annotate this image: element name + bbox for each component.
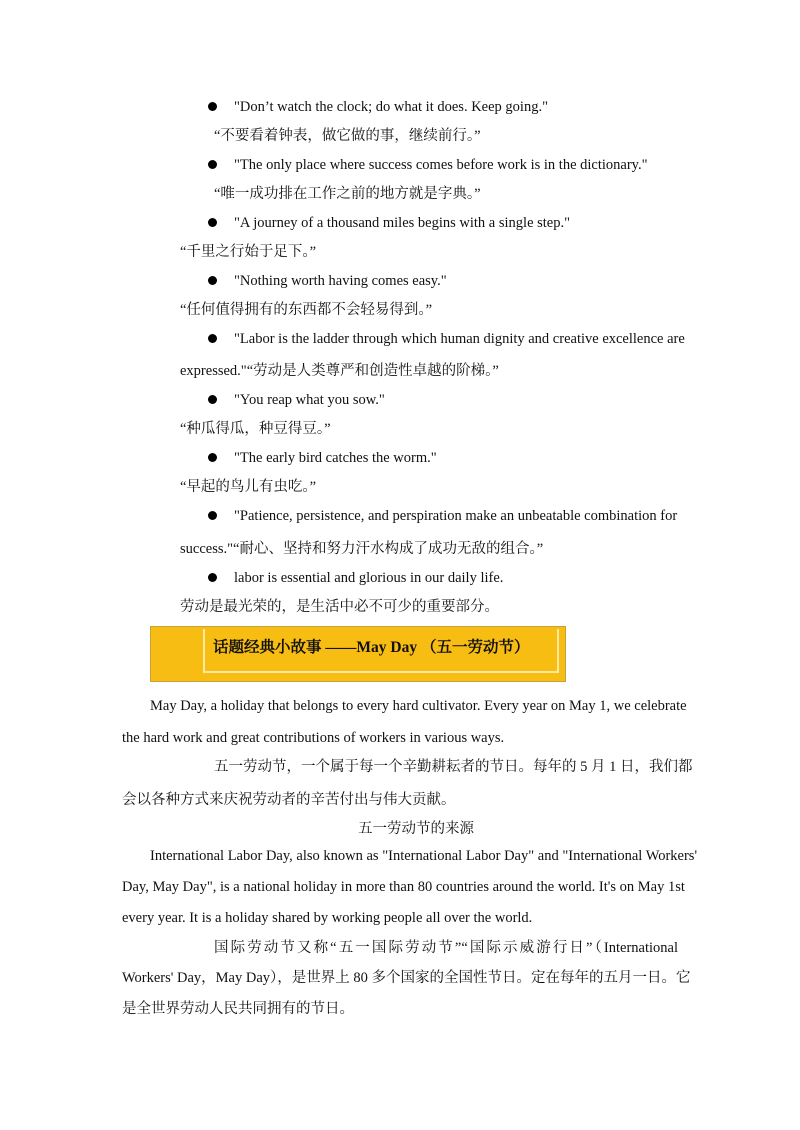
- quote-zh: “千里之行始于足下。”: [180, 244, 317, 260]
- bullet-icon: [208, 573, 217, 582]
- quote-en: "The early bird catches the worm.": [234, 450, 437, 466]
- banner-title: 话题经典小故事 ——May Day （五一劳动节）: [213, 639, 530, 656]
- history-paragraph-en-continued: Day, May Day", is a national holiday in more than 80 countries around the world. It's on May 1st: [122, 879, 685, 895]
- bullet-icon: [208, 334, 217, 343]
- quote-en: labor is essential and glorious in our daily life.: [234, 570, 504, 586]
- bullet-icon: [208, 511, 217, 520]
- history-paragraph-zh: 国际劳动节又称“五一国际劳动节”“国际示威游行日”（International: [214, 940, 678, 956]
- quote-en: "Labor is the ladder through which human dignity and creative excellence are: [234, 331, 685, 347]
- quote-en: "Patience, persistence, and perspiration make an unbeatable combination for: [234, 508, 678, 524]
- story-paragraph-en: May Day, a holiday that belongs to every hard cultivator. Every year on May 1, we celebrate: [150, 698, 687, 714]
- quote-en: "Don’t watch the clock; do what it does. Keep going.": [234, 99, 548, 115]
- quote-en: "The only place where success comes before work is in the dictionary.": [234, 157, 648, 173]
- history-paragraph-zh-continued: Workers' Day，May Day），是世界上 80 多个国家的全国性节日。定在每年的五月一日。它: [122, 970, 691, 986]
- section-heading: 五一劳动节的来源: [358, 821, 474, 837]
- history-paragraph-en: International Labor Day, also known as "International Labor Day" and "International Workers': [150, 848, 698, 864]
- section-banner: [150, 626, 566, 682]
- quote-zh: “唯一成功排在工作之前的地方就是字典。”: [214, 186, 481, 202]
- quote-zh: “任何值得拥有的东西都不会轻易得到。”: [180, 302, 433, 318]
- bullet-icon: [208, 218, 217, 227]
- quote-zh: “不要看着钟表，做它做的事，继续前行。”: [214, 128, 481, 144]
- bullet-icon: [208, 453, 217, 462]
- quote-zh: 劳动是最光荣的，是生活中必不可少的重要部分。: [180, 599, 499, 615]
- bullet-icon: [208, 160, 217, 169]
- bullet-icon: [208, 102, 217, 111]
- history-paragraph-en-continued: every year. It is a holiday shared by working people all over the world.: [122, 910, 533, 926]
- quote-en: "Nothing worth having comes easy.": [234, 273, 447, 289]
- quote-en: "You reap what you sow.": [234, 392, 385, 408]
- history-paragraph-zh-continued: 是全世界劳动人民共同拥有的节日。: [122, 1001, 354, 1017]
- bullet-icon: [208, 395, 217, 404]
- bullet-icon: [208, 276, 217, 285]
- quote-zh: “早起的鸟儿有虫吃。”: [180, 479, 317, 495]
- story-paragraph-zh: 五一劳动节，一个属于每一个辛勤耕耘者的节日。每年的 5 月 1 日，我们都: [214, 759, 693, 775]
- story-paragraph-en-continued: the hard work and great contributions of workers in various ways.: [122, 730, 505, 746]
- quote-en: "A journey of a thousand miles begins with a single step.": [234, 215, 571, 231]
- quote-zh: “种瓜得瓜，种豆得豆。”: [180, 421, 331, 437]
- quote-en-continued: success."“耐心、坚持和努力汗水构成了成功无敌的组合。”: [180, 541, 544, 557]
- quote-en-continued: expressed."“劳动是人类尊严和创造性卓越的阶梯。”: [180, 363, 499, 379]
- story-paragraph-zh-continued: 会以各种方式来庆祝劳动者的辛苦付出与伟大贡献。: [122, 792, 456, 808]
